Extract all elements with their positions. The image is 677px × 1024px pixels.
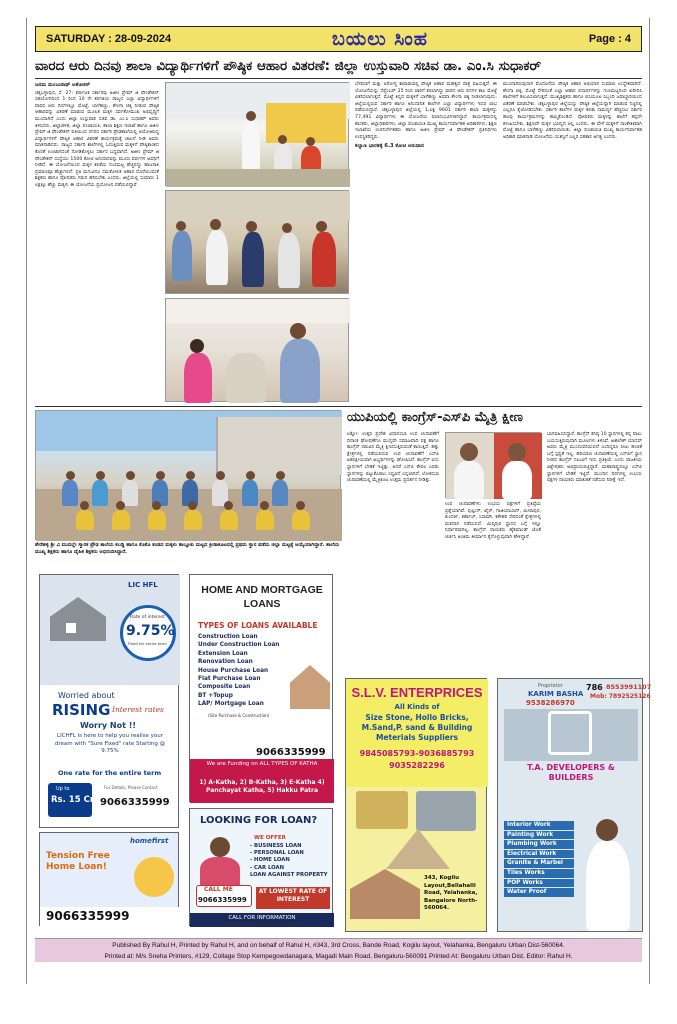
lic-interest: Interest rates	[112, 705, 164, 714]
imprint-footer	[35, 938, 642, 962]
homefirst-ad	[39, 832, 179, 926]
article-text: ಉಪ ಚುನಾವಣೆಗಳು ಉಭಯ ಪಕ್ಷಗಳಿಗೆ ಪ್ರತಿಷ್ಠೆಯ ಪ್ರಶ್ನೆಯಾಗಿವೆ. ಫುಲ್ಪುರ್, ಖೈರ್, ಗಾಜಿಯಾಬಾದ್, ಮೀರಾಪುರ, ಕುಂದರ್ಕಿ, ಕರ್ಹಾಲ್, ಸಿಸಾಮೌ, ಕತೇಹರಿ ಸೇರಿದಂತೆ ಕ್ಷೇತ್ರಗಳಲ್ಲಿ ಮತದಾನ ನಡೆಯಲಿದೆ. ಮಿಲ್ಕಿಪುರ ಸ್ಥಾನದ ಬಗ್ಗೆ ಇನ್ನೂ ನಿರ್ಧಾರವಾಗಿಲ್ಲ. ಕಾಂಗ್ರೆಸ್ ನಾಯಕರು ಹೈಕಮಾಂಡ್ ಜೊತೆ ಚರ್ಚಿಸಿ ಅಂತಿಮ ತೀರ್ಮಾನ ಕೈಗೊಳ್ಳುವುದಾಗಿ ಹೇಳಿದ್ದಾರೆ.	[445, 502, 541, 540]
lic-upto-label: Up to	[56, 786, 70, 792]
ta-proprietor: KARIM BASHA	[528, 690, 584, 698]
second-story-column-2	[445, 502, 541, 672]
lookloan-we-offer: WE OFFER	[254, 835, 286, 841]
lookloan-phone: 9066335999	[198, 896, 247, 904]
slv-line1: All Kinds of	[394, 703, 440, 711]
ta-services-list	[504, 821, 574, 898]
article-text: ಬೆಳವಣಿಗೆ ಮತ್ತು ಆರೋಗ್ಯ ಕಾಪಾಡುವಲ್ಲಿ ಪೌಷ್ಠಿಕ ಆಹಾರ ಮಹತ್ವದ ಪಾತ್ರ ವಹಿಸುತ್ತದೆ. ಈ ಯೋಜನೆಯನ್ನು ಸೆಪ್ಟೆಂಬರ್ 25 ರಿಂದ ಜಾರಿಗೆ ತರಲಾಗಿದ್ದು ವಾರದ ಆರು ದಿನಗಳ ಕಾಲ ಮೊಟ್ಟೆ ವಿತರಿಸಲಾಗುತ್ತದೆ. ಮೊಟ್ಟೆ ತಿನ್ನದ ಮಕ್ಕಳಿಗೆ ಬಾಳೆಹಣ್ಣು ಅಥವಾ ಶೇಂಗಾ ಚಿಕ್ಕಿ ನೀಡಲಾಗುವುದು. ಜಿಲ್ಲೆಯಲ್ಲಿರುವ ಸರ್ಕಾರಿ ಹಾಗೂ ಅನುದಾನಿತ ಶಾಲೆಗಳ ಎಲ್ಲಾ ವಿದ್ಯಾರ್ಥಿಗಳು ಇದರ ಲಾಭ ಪಡೆಯಲಿದ್ದಾರೆ. ಚಿಕ್ಕಬಳ್ಳಾಪುರ ಜಿಲ್ಲೆಯಲ್ಲಿ 1,ಲಕ್ಷ 9601 ಸರ್ಕಾರಿ ಶಾಲಾ ಮಕ್ಕಳಿದ್ದು 77,491 ವಿದ್ಯಾರ್ಥಿಗಳು ಈ ಯೋಜನೆಯ ಫಲಾನುಭವಿಗಳಾಗಿದ್ದಾರೆ. ಕಾರ್ಯಕ್ರಮದಲ್ಲಿ ಶಾಸಕರು, ಜಿಲ್ಲಾಧಿಕಾರಿಗಳು, ಜಿಲ್ಲಾ ಪಂಚಾಯತಿ ಮುಖ್ಯ ಕಾರ್ಯನಿರ್ವಾಹಕ ಅಧಿಕಾರಿಗಳು, ಶಿಕ್ಷಣ ಇಲಾಖೆಯ ಉಪನಿರ್ದೇಶಕರು ಹಾಗೂ ಅಜೀಂ ಪ್ರೇಮ್ ಜಿ ಫೌಂಡೇಶನ್ ಪ್ರತಿನಿಧಿಗಳು ಉಪಸ್ಥಿತರಿದ್ದರು.	[355, 82, 497, 140]
lookloan-lowest: AT LOWEST RATE OF INTEREST	[258, 888, 328, 903]
list-item: Flat Purchase Loan	[198, 676, 261, 683]
list-item: BT +Topup	[198, 692, 233, 699]
page-number: Page : 4	[588, 33, 631, 45]
imprint-line-1: Published By Rahul H, Printed by Rahul H, and on behalf of Rahul H, #343, 3rd Cross, Bande Road, Kogilu layout, Yelahanka, Bengaluru Urban Dist-560064.	[112, 942, 565, 949]
lic-rate-note: Fixed for entire term	[128, 641, 167, 646]
ta-name: T.A. DEVELOPERS & BUILDERS	[527, 763, 615, 782]
loans-types-title: TYPES OF LOANS AVAILABLE	[198, 621, 318, 630]
lic-rising: RISING	[52, 701, 111, 719]
slv-phone2: 9035282296	[389, 761, 445, 770]
second-story-column-3	[547, 432, 642, 672]
leaders-photo	[445, 432, 541, 498]
list-item: Construction Loan	[198, 634, 258, 640]
article-text: ಮುಂದಾಗಿರುವುದಾಗಿ ಮೊದಲನೆಯ ಪೌಷ್ಠಿಕ ಆಹಾರ ಅಭಿಯಾನ ಸುಮಾರು ಉದ್ದೇಶವಾಗಿದೆ. ಶೇಂಗಾ ಚಿಕ್ಕಿ, ಮೊಟ್ಟೆ ಸೇರಿದಂತೆ ಎಲ್ಲಾ ಆಹಾರ ಪದಾರ್ಥಗಳನ್ನು ಗುಣಮಟ್ಟದಿಂದ ಖರೀದಿಸಿ ಶಾಲೆಗಳಿಗೆ ತಲುಪಿಸಲಾಗುತ್ತದೆ. ಮುಖ್ಯಶಿಕ್ಷಕರು ಹಾಗೂ ಬಿಸಿಯೂಟ ಸಿಬ್ಬಂದಿ ಜವಾಬ್ದಾರಿಯಿಂದ ವಿತರಣೆ ಮಾಡಬೇಕು. ಚಿಕ್ಕಬಳ್ಳಾಪುರ ಜಿಲ್ಲೆಯನ್ನು ಪೌಷ್ಠಿಕ ಜಿಲ್ಲೆಯನ್ನಾಗಿ ಮಾಡುವ ನಿಟ್ಟಿನಲ್ಲಿ ಎಲ್ಲರೂ ಕೈಜೋಡಿಸಬೇಕು. ಸರ್ಕಾರಿ ಶಾಲೆಗಳ ಮಕ್ಕಳ ಕಲಿಕಾ ಸಾಮರ್ಥ್ಯ ಹೆಚ್ಚಿಸಲು ಸರ್ಕಾರ ಹಲವು ಕಾರ್ಯಕ್ರಮಗಳನ್ನು ಹಮ್ಮಿಕೊಂಡಿದೆ. ಪೋಷಕರು ಮಕ್ಕಳನ್ನು ಶಾಲೆಗೆ ತಪ್ಪದೇ ಕಳುಹಿಸಬೇಕು. ಶಿಕ್ಷಣವೇ ಮಕ್ಕಳ ಭವಿಷ್ಯದ ಆಸ್ತಿ ಎಂದರು. ಈ ವೇಳೆ ಮಕ್ಕಳಿಗೆ ಸಾಂಕೇತಿಕವಾಗಿ ಮೊಟ್ಟೆ ಹಾಗೂ ಬಾಳೆಹಣ್ಣು ವಿತರಿಸಲಾಯಿತು. ಜಿಲ್ಲಾ ಪಂಚಾಯತಿ ಮುಖ್ಯ ಕಾರ್ಯನಿರ್ವಾಹಕ ಅಧಿಕಾರಿ ಮಾತನಾಡಿ ಯೋಜನೆಯ ಯಶಸ್ಸಿಗೆ ಎಲ್ಲರ ಸಹಕಾರ ಅಗತ್ಯ ಎಂದರು.	[503, 82, 642, 140]
list-item: Electrical Work	[504, 850, 574, 859]
loans-kathas: 1) A-Katha, 2) B-Katha, 3) E-Katha 4) Panchayat Katha, 5) Hakku Patra	[199, 779, 325, 794]
ta-mob: Mob: 7892525126	[590, 693, 651, 700]
list-item: POP Works	[504, 879, 574, 888]
event-photo-guests	[165, 190, 349, 294]
article-text: ಭಾಗವಹಿಸಲಿದ್ದಾರೆ. ಕಾಂಗ್ರೆಸ್ ಕನಿಷ್ಠ 10 ಸ್ಥಾನಗಳಲ್ಲಿ ತನ್ನ ಪಾಲು ಬಯಸುತ್ತಿರುವುದಾಗಿ ಮೂಲಗಳು ತಿಳಿಸಿವೆ. ಅಖಿಲೇಶ್ ಯಾದವ್ ಅವರು ಮೈತ್ರಿ ಮುಂದುವರಿಯಲಿದೆ ಎಂದಿದ್ದರೂ ಸೀಟು ಹಂಚಿಕೆ ಬಗ್ಗೆ ಸ್ಪಷ್ಟತೆ ಇಲ್ಲ. ಹರಿಯಾಣ ಚುನಾವಣೆಯಲ್ಲಿ ಎಸ್‌ಪಿಗೆ ಸ್ಥಾನ ನೀಡದ ಕಾಂಗ್ರೆಸ್ ನಿಲುವಿಗೆ ಇದು ಪ್ರತಿಕ್ರಿಯೆ ಎಂದು ರಾಜಕೀಯ ವಿಶ್ಲೇಷಕರು ಅಭಿಪ್ರಾಯಪಟ್ಟಿದ್ದಾರೆ. ಮಹಾರಾಷ್ಟ್ರದಲ್ಲೂ ಎಸ್‌ಪಿ ಸ್ಥಾನಗಳಿಗೆ ಬೇಡಿಕೆ ಇಟ್ಟಿದೆ. ಮುಂದಿನ ದಿನಗಳಲ್ಲಿ ಉಭಯ ಪಕ್ಷಗಳ ನಾಯಕರು ಮಾತುಕತೆ ನಡೆಸುವ ನಿರೀಕ್ಷೆ ಇದೆ.	[547, 432, 642, 484]
list-item: - CAR LOAN	[250, 864, 285, 871]
second-headline: ಯುಪಿಯಲ್ಲಿ ಕಾಂಗ್ರೆಸ್-ಎಸ್‌ಪಿ ಮೈತ್ರಿ ಕ್ಷೀಣ	[347, 410, 523, 425]
homefirst-phone: 9066335999	[46, 909, 130, 923]
article-text: ಚಿಕ್ಕಬಳ್ಳಾಪುರ, ಸೆ. 27: ಕರ್ನಾಟಕ ಸರ್ಕಾರವು ಅಜೀಂ ಪ್ರೇಮ್ ಜಿ ಫೌಂಡೇಶನ್ ಸಹಯೋಗದಿಂದ 1 ರಿಂದ 10 ನೇ ತರಗತಿಯ ರಾಜ್ಯದ ಎಲ್ಲಾ ವಿದ್ಯಾರ್ಥಿಗಳಿಗೆ ವಾರದ ಆರು ದಿನಗಳಲ್ಲೂ ಮೊಟ್ಟೆ, ಬಾಳೆಹಣ್ಣು, ಶೇಂಗಾ ಚಿಕ್ಕಿ ನೀಡುವ ಪೌಷ್ಠಿಕ ಆಹಾರವನ್ನು ವಿತರಣೆ ಮಾಡುವ ಮೂಲಕ ಮಕ್ಕಳ ಸರ್ವತೋಮುಖ ಅಭಿವೃದ್ಧಿಗೆ ಮುಂದಾಗಿದೆ ಎಂದು ಜಿಲ್ಲಾ ಉಸ್ತುವಾರಿ ಸಚಿವ ಡಾ. ಎಂ.ಸಿ ಸುಧಾಕರ್ ಅವರು ತಿಳಿಸಿದರು. ಜಿಲ್ಲಾಡಳಿತ, ಜಿಲ್ಲಾ ಪಂಚಾಯತಿ, ಶಾಲಾ ಶಿಕ್ಷಣ ಇಲಾಖೆ ಹಾಗೂ ಅಜೀಂ ಪ್ರೇಮ್ ಜಿ ಫೌಂಡೇಶನ್ ವತಿಯಿಂದ ನಗರದ ಸರ್ಕಾರಿ ಪ್ರೌಢಶಾಲೆಯಲ್ಲಿ ಆಯೋಜಿಸಿದ್ದ ವಿದ್ಯಾರ್ಥಿಗಳಿಗೆ ಪೌಷ್ಠಿಕ ಆಹಾರ ವಿತರಣೆ ಕಾರ್ಯಕ್ರಮಕ್ಕೆ ಚಾಲನೆ ನೀಡಿ ಅವರು ಮಾತನಾಡಿದರು. ರಾಜ್ಯದ ಸರ್ಕಾರಿ ಶಾಲೆಗಳಲ್ಲಿ ಓದುತ್ತಿರುವ ಮಕ್ಕಳಿಗೆ ಪೌಷ್ಠಿಕಾಂಶದ ಕೊರತೆ ಉಂಟಾಗದಂತೆ ನೋಡಿಕೊಳ್ಳಲು ಸರ್ಕಾರ ಬದ್ಧವಾಗಿದೆ. ಅಜೀಂ ಪ್ರೇಮ್ ಜಿ ಫೌಂಡೇಶನ್ ಸಂಸ್ಥೆಯು 1500 ಕೋಟಿ ಅನುದಾನವನ್ನು ಮೂರು ವರ್ಷಗಳ ಅವಧಿಗೆ ನೀಡಿದೆ. ಈ ಯೋಜನೆಯಿಂದ ಮಕ್ಕಳ ಕಲಿಕೆಯ ಗುಣಮಟ್ಟ ಹೆಚ್ಚಲಿದ್ದು ಹಾಜರಾತಿ ಪ್ರಮಾಣವೂ ಹೆಚ್ಚಾಗಲಿದೆ. ಪ್ರತಿ ಮಗುವಿಗೂ ಸಮತೋಲಿತ ಆಹಾರ ದೊರೆಯುವಂತೆ ಶಿಕ್ಷಕರು ಹಾಗೂ ಪೋಷಕರು ಗಮನ ಹರಿಸಬೇಕು ಎಂದರು. ಜಿಲ್ಲೆಯಲ್ಲಿ ಸುಮಾರು 1 ಲಕ್ಷಕ್ಕೂ ಹೆಚ್ಚು ಮಕ್ಕಳು ಈ ಯೋಜನೆಯ ಪ್ರಯೋಜನ ಪಡೆಯಲಿದ್ದಾರೆ.	[35, 90, 159, 188]
event-photo-stage	[165, 82, 349, 186]
ta-developers-ad	[497, 678, 652, 932]
lic-contact-label: For Details, Please Contact	[104, 785, 158, 790]
loan-types-list	[198, 633, 290, 709]
list-item: Painting Work	[504, 831, 574, 840]
list-item: Tiles Works	[504, 869, 574, 878]
list-item: Composite Loan	[198, 684, 251, 691]
article-text: ಲಕ್ನೋ: ಉತ್ತರ ಪ್ರದೇಶ ವಿಧಾನಸಭಾ ಉಪ ಚುನಾವಣೆಗೆ ದಿನಾಂಕ ಘೋಷಣೆಗೂ ಮುನ್ನವೇ ಸಮಾಜವಾದಿ ಪಕ್ಷ ಹಾಗೂ ಕಾಂಗ್ರೆಸ್ ನಡುವಿನ ಮೈತ್ರಿ ಕ್ಷೀಣಿಸುತ್ತಿರುವಂತೆ ಕಾಣುತ್ತಿದೆ. ಹತ್ತು ಕ್ಷೇತ್ರಗಳಲ್ಲಿ ನಡೆಯಲಿರುವ ಉಪ ಚುನಾವಣೆಗೆ ಎಸ್‌ಪಿ ಏಕಪಕ್ಷೀಯವಾಗಿ ಅಭ್ಯರ್ಥಿಗಳನ್ನು ಘೋಷಿಸಿದೆ. ಕಾಂಗ್ರೆಸ್ ಐದು ಸ್ಥಾನಗಳಿಗೆ ಬೇಡಿಕೆ ಇಟ್ಟಿತ್ತು. ಆದರೆ ಎಸ್‌ಪಿ ಕೇವಲ ಎರಡು ಸ್ಥಾನಗಳನ್ನು ಬಿಟ್ಟುಕೊಡಲು ಸಿದ್ಧವಿದೆ ಎನ್ನಲಾಗಿದೆ. ಲೋಕಸಭಾ ಚುನಾವಣೆಯಲ್ಲಿ ಮೈತ್ರಿಕೂಟ ಉತ್ತಮ ಪ್ರದರ್ಶನ ನೀಡಿತ್ತು.	[347, 432, 439, 484]
byline: ಜನಮ ಮಂಜುನಾಥ್ ಅಶೋಕನ್	[35, 82, 91, 88]
lic-upto: Rs. 15 Cr	[51, 795, 95, 805]
lic-worried: Worried about	[58, 691, 115, 700]
article-subhead: ಕಲ್ಯಾಣ ಭಾರತಕ್ಕೆ 6.3 ಕೋಟಿ ಅನುದಾನ	[355, 143, 424, 150]
homefirst-title: Tension Free Home Loan!	[46, 851, 110, 872]
list-item: Renovation Loan	[198, 659, 253, 666]
list-item: House Purchase Loan	[198, 667, 269, 674]
list-item: - PERSONAL LOAN	[250, 850, 304, 857]
masthead	[35, 26, 642, 52]
list-item: Granite & Marbel	[504, 859, 574, 868]
lic-brand: LIC HFL	[128, 581, 158, 589]
newspaper-page	[26, 18, 650, 984]
list-item: - BUSINESS LOAN	[250, 843, 302, 849]
imprint-line-2: Printed at: M/s Sneha Printers, #129, Collage Stop Kempegowdanagara, Magadi Main Road, Bengaluru-560091 Printed At: Bengaluru Urban Dist. Editor: Rahul H.	[104, 953, 573, 960]
lookloan-call-me: CALL ME	[204, 886, 233, 893]
slv-phones: 9845085793-9036885793	[359, 749, 475, 758]
divider	[35, 78, 642, 79]
sports-photo-caption: ಶೇರೆಹಳ್ಳಿ ಶ್ರೀ ವಿ ಮುದಲ್ಲೇ ಸ್ಮಾರಕ ಪ್ರೌಢ ಶಾಲೆಯ ಕಬಡ್ಡಿ ಹಾಗೂ ಕೊಕೊ ತಂಡದ ಮಕ್ಕಳು ತಾಲ್ಲೂಕು ಮಟ್ಟದ ಕ್ರೀಡಾಕೂಟದಲ್ಲಿ ಪ್ರಥಮ ಸ್ಥಾನ ಪಡೆದು ಜಿಲ್ಲಾ ಮಟ್ಟಕ್ಕೆ ಆಯ್ಕೆಯಾಗಿದ್ದಾರೆ. ಶಾಲೆಯ ಮುಖ್ಯ ಶಿಕ್ಷಕರು ಹಾಗೂ ದೈಹಿಕ ಶಿಕ್ಷಕರು ಅಭಿನಂದಿಸಿದ್ದಾರೆ.	[35, 542, 340, 555]
slv-enterprices-ad	[345, 678, 487, 932]
lead-headline: ವಾರದ ಆರು ದಿನವು ಶಾಲಾ ವಿದ್ಯಾರ್ಥಿಗಳಿಗೆ ಪೌಷ್ಠಿಕ ಆಹಾರ ವಿತರಣೆ: ಜಿಲ್ಲಾ ಉಸ್ತುವಾರಿ ಸಚಿವ ಡಾ. ಎಂ.ಸಿ ಸುಧಾಕರ್	[35, 58, 541, 74]
issue-date: SATURDAY : 28-09-2024	[46, 33, 172, 45]
ta-code: 786	[586, 683, 603, 692]
lookloan-title: LOOKING FOR LOAN?	[200, 815, 318, 826]
lead-story-column-3	[503, 82, 642, 402]
ta-phone2: 8553991107	[606, 683, 652, 691]
list-item: - HOME LOAN	[250, 857, 290, 864]
list-item: Plumbing Work	[504, 840, 574, 849]
lic-rate: 9.75%	[126, 623, 175, 639]
newspaper-name: ಬಯಲು ಸಿಂಹ	[332, 28, 428, 50]
event-photo-students	[165, 298, 349, 402]
list-item: Extension Loan	[198, 650, 248, 657]
slv-line2: Size Stone, Hollo Bricks, M.Sand,P. sand & Building Meterials Suppliers	[361, 713, 473, 742]
list-item: Under Construction Loan	[198, 642, 280, 649]
loans-funding: We are Funding on ALL TYPES OF KATHA	[206, 761, 318, 767]
loans-title: HOME AND MORTGAGE LOANS	[201, 584, 323, 610]
loans-phone: 9066335999	[256, 747, 326, 758]
lead-story-column-2	[355, 82, 497, 402]
lic-hfl-ad	[39, 574, 179, 828]
loans-composite-note: (Site Purchase & Construction)	[208, 713, 270, 718]
slv-address: 343, Kogilu Layout,Bellahalli Road, Yelahanka, Bangalore North-560064.	[424, 875, 478, 911]
second-story-column-1	[347, 432, 439, 672]
list-item: LOAN AGAINST PROPERTY	[250, 871, 328, 878]
lookloan-cta: CALL FOR INFORMATION	[228, 915, 296, 921]
lic-cta: One rate for the entire term	[58, 769, 162, 777]
lic-phone: 9066335999	[100, 797, 170, 808]
lookloan-list	[250, 843, 332, 879]
list-item: Interior Work	[504, 821, 574, 830]
lic-worry-not: Worry Not !!	[80, 721, 137, 730]
homefirst-brand: homefirst	[130, 837, 169, 845]
list-item: LAP/ Mortgage Loan	[198, 701, 264, 708]
list-item: Water Proof	[504, 888, 574, 897]
looking-for-loan-ad	[189, 808, 333, 926]
divider	[35, 406, 642, 407]
ta-proprietor-label: Proprietor	[538, 683, 563, 689]
slv-name: S.L.V. ENTERPRICES	[351, 685, 483, 700]
lic-body: LICHFL is here to help you realise your dream with "Sure Fixed" rate Starting @ 9.75%	[54, 733, 166, 754]
lic-rate-label: Rate of interest	[130, 615, 165, 620]
lead-story-column-1	[35, 82, 159, 402]
ta-phone1: 9538286970	[526, 699, 575, 707]
sports-team-photo	[35, 410, 341, 540]
home-mortgage-loans-ad	[189, 574, 333, 802]
